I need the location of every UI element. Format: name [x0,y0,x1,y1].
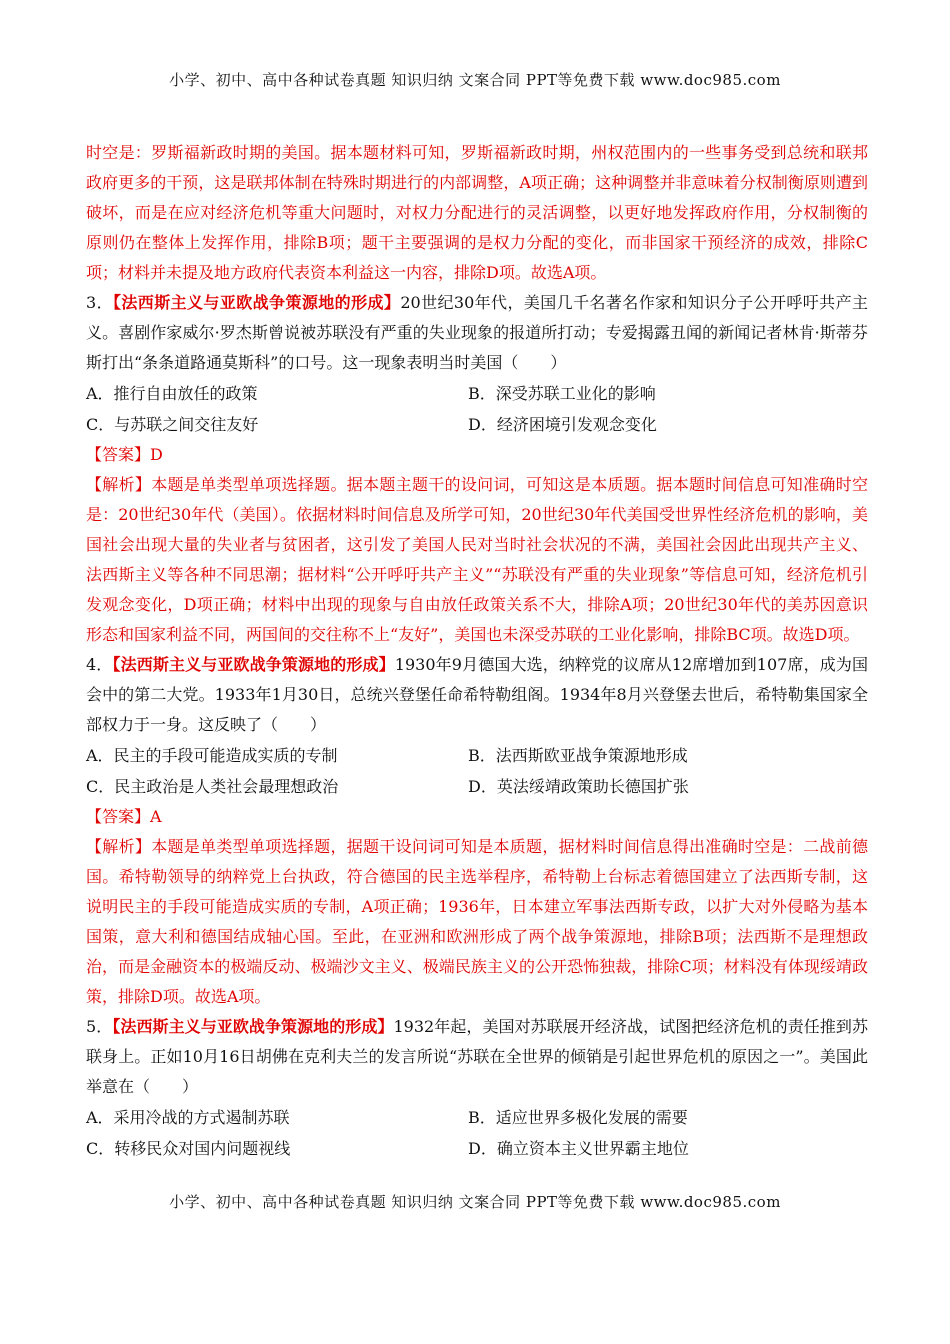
stem-text: 20世纪30年代，美国几千名著名作家和知识分子公开呼吁共产主义。喜剧作家威尔·罗杰斯曾说被苏联没有严重的失业现象的报道所打动；专爱揭露丑闻的新闻记者林肯·斯蒂芬斯打出“条条道路通莫斯科”的口号。这一现象表明当时美国（ ） [86,293,868,372]
question-stem [86,1012,868,1102]
question-number: 5． [86,1017,113,1036]
question-stem [86,288,868,378]
option-c: C．转移民众对国内问题视线 [86,1139,291,1158]
stem-text: 1930年9月德国大选，纳粹党的议席从12席增加到107席，成为国会中的第二大党。1933年1月30日，总统兴登堡任命希特勒组阁。1934年8月兴登堡去世后，希特勒集国家全部权力于一身。这反映了（ ） [86,655,868,734]
option-c: C．与苏联之间交往友好 [86,415,259,434]
option-a: A．采用冷战的方式遏制苏联 [86,1108,290,1127]
question-stem [86,650,868,740]
option-a: A．民主的手段可能造成实质的专制 [86,746,338,765]
option-a: A．推行自由放任的政策 [86,384,258,403]
options [86,378,868,440]
question-number: 4． [86,655,113,674]
analysis-text: 【解析】本题是单类型单项选择题。据本题主题干的设问词，可知这是本质题。据本题时间信息可知准确时空是：20世纪30年代（美国）。依据材料时间信息及所学可知，20世纪30年代美国受世界性经济危机的影响，美国社会出现大量的失业者与贫困者，这引发了美国人民对当时社会状况的不满，美国社会因此出现共产主义、法西斯主义等各种不同思潮；据材料“公开呼吁共产主义”“苏联没有严重的失业现象”等信息可知，经济危机引发观念变化，D项正确；材料中出现的现象与自由放任政策关系不大，排除A项；20世纪30年代的美苏因意识形态和国家利益不同，两国间的交往称不上“友好”，美国也未深受苏联的工业化影响，排除BC项。故选D项。 [86,475,868,644]
question-4 [86,650,868,1012]
analysis-text: 时空是：罗斯福新政时期的美国。据本题材料可知，罗斯福新政时期，州权范围内的一些事务受到总统和联邦政府更多的干预，这是联邦体制在特殊时期进行的内部调整，A项正确；这种调整并非意味着分权制衡原则遭到破坏，而是在应对经济危机等重大问题时，对权力分配进行的灵活调整，以更好地发挥政府作用，分权制衡的原则仍在整体上发挥作用，排除B项；题干主要强调的是权力分配的变化，而非国家干预经济的成效，排除C项；材料并未提及地方政府代表资本利益这一内容，排除D项。故选A项。 [86,143,868,282]
answer: 【答案】D [86,445,163,464]
question-3 [86,288,868,650]
option-d: D．确立资本主义世界霸主地位 [468,1139,689,1158]
page-footer: 小学、初中、高中各种试卷真题 知识归纳 文案合同 PPT等免费下载 www.doc985.com [169,1193,781,1211]
topic-tag: 【法西斯主义与亚欧战争策源地的形成】 [113,293,401,312]
options [86,740,868,802]
topic-tag: 【法西斯主义与亚欧战争策源地的形成】 [112,655,395,674]
option-d: D．经济困境引发观念变化 [468,415,657,434]
option-b: B．适应世界多极化发展的需要 [468,1108,688,1127]
stem-text: 1932年起，美国对苏联展开经济战，试图把经济危机的责任推到苏联身上。正如10月16日胡佛在克利夫兰的发言所说“苏联在全世界的倾销是引起世界危机的原因之一”。美国此举意在（ ） [86,1017,868,1096]
option-b: B．深受苏联工业化的影响 [468,384,656,403]
document-body [86,138,868,1164]
question-5 [86,1012,868,1164]
question-number: 3． [86,293,113,312]
page-header: 小学、初中、高中各种试卷真题 知识归纳 文案合同 PPT等免费下载 www.doc985.com [169,71,781,89]
option-d: D．英法绥靖政策助长德国扩张 [468,777,689,796]
option-c: C．民主政治是人类社会最理想政治 [86,777,339,796]
option-b: B．法西斯欧亚战争策源地形成 [468,746,688,765]
options [86,1102,868,1164]
answer: 【答案】A [86,807,162,826]
analysis-text: 【解析】本题是单类型单项选择题，据题干设问词可知是本质题，据材料时间信息得出准确时空是：二战前德国。希特勒领导的纳粹党上台执政，符合德国的民主选举程序，希特勒上台标志着德国建立了法西斯专制，这说明民主的手段可能造成实质的专制，A项正确；1936年，日本建立军事法西斯专政，以扩大对外侵略为基本国策，意大利和德国结成轴心国。至此，在亚洲和欧洲形成了两个战争策源地，排除B项；法西斯不是理想政治，而是金融资本的极端反动、极端沙文主义、极端民族主义的公开恐怖独裁，排除C项；材料没有体现绥靖政策，排除D项。故选A项。 [86,837,868,1006]
topic-tag: 【法西斯主义与亚欧战争策源地的形成】 [112,1017,394,1036]
